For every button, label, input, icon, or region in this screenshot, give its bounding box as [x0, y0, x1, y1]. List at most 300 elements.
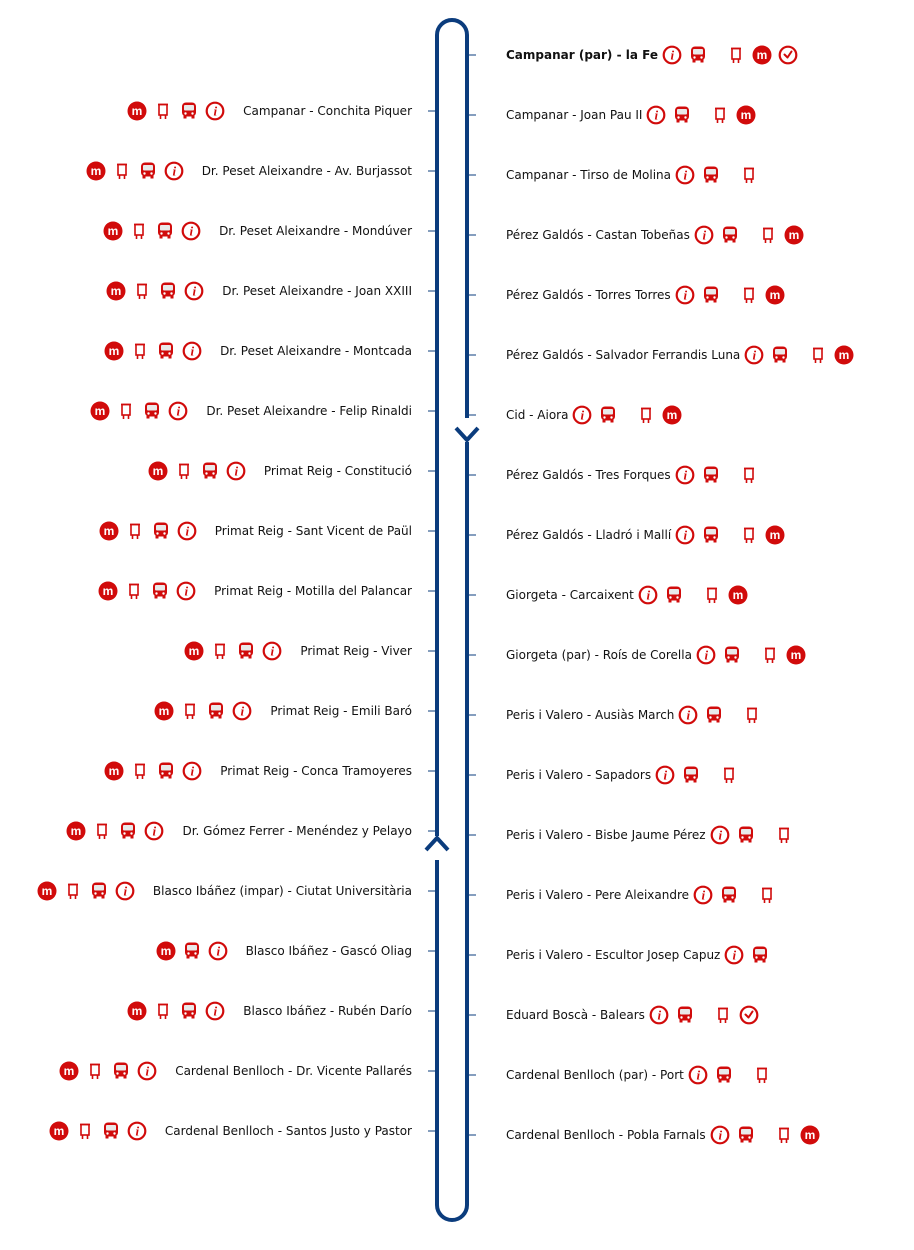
stop-icons	[184, 641, 288, 661]
info-icon[interactable]	[649, 1005, 669, 1025]
bus-icon	[681, 765, 701, 785]
stop-name[interactable]: Giorgeta (par) - Roís de Corella	[506, 648, 692, 662]
stop-name[interactable]: Primat Reig - Conca Tramoyeres	[220, 764, 412, 778]
info-icon[interactable]	[184, 281, 204, 301]
stop-name[interactable]: Blasco Ibáñez - Rubén Darío	[243, 1004, 412, 1018]
stop-icons	[49, 1121, 153, 1141]
svg-text:i: i	[270, 643, 275, 659]
bus-icon	[151, 521, 171, 541]
svg-text:m: m	[788, 228, 800, 243]
stop-left[interactable]	[49, 1119, 412, 1143]
bus-icon	[118, 821, 138, 841]
stop-right[interactable]	[506, 103, 762, 127]
pole-icon	[130, 761, 150, 781]
pole-icon	[153, 1001, 173, 1021]
metro-icon	[786, 645, 806, 665]
svg-text:m: m	[769, 288, 780, 303]
metro-icon	[104, 341, 124, 361]
pole-icon	[713, 1005, 733, 1025]
stop-name[interactable]: Peris i Valero - Ausiàs March	[506, 708, 675, 722]
stop-icons	[66, 821, 170, 841]
info-icon[interactable]	[675, 285, 695, 305]
info-icon[interactable]	[137, 1061, 157, 1081]
stop-name[interactable]: Primat Reig - Viver	[300, 644, 412, 658]
icon-gap	[714, 45, 720, 65]
stop-icons	[694, 225, 810, 245]
pole-icon	[758, 225, 778, 245]
metro-icon	[184, 641, 204, 661]
bus-icon	[101, 1121, 121, 1141]
pole-icon	[112, 161, 132, 181]
svg-text:i: i	[190, 763, 195, 779]
bus-icon	[701, 165, 721, 185]
stop-left[interactable]	[104, 759, 412, 783]
metro-icon	[765, 285, 785, 305]
stop-name[interactable]: Dr. Peset Aleixandre - Felip Rinaldi	[206, 404, 412, 418]
icon-gap	[701, 1005, 707, 1025]
svg-text:i: i	[216, 943, 220, 959]
metro-icon	[148, 461, 168, 481]
metro-icon	[728, 585, 748, 605]
bus-icon	[720, 225, 740, 245]
stop-icons	[572, 405, 688, 425]
stop-name[interactable]: Dr. Gómez Ferrer - Menéndez y Pelayo	[182, 824, 412, 838]
pole-icon	[116, 401, 136, 421]
svg-text:m: m	[71, 824, 82, 839]
info-icon[interactable]	[226, 461, 246, 481]
svg-text:i: i	[752, 347, 757, 363]
stop-name[interactable]: Campanar - Joan Pau II	[506, 108, 643, 122]
pole-icon	[757, 885, 777, 905]
pole-icon	[739, 165, 759, 185]
pole-icon	[85, 1061, 105, 1081]
svg-text:m: m	[189, 644, 200, 659]
metro-icon	[736, 105, 756, 125]
stop-name[interactable]: Pérez Galdós - Torres Torres	[506, 288, 671, 302]
svg-text:i: i	[657, 1007, 662, 1023]
info-icon[interactable]	[182, 761, 202, 781]
pole-icon	[180, 701, 200, 721]
svg-text:m: m	[667, 408, 678, 423]
info-icon[interactable]	[177, 521, 197, 541]
bus-icon	[672, 105, 692, 125]
stop-icons	[710, 1125, 826, 1145]
icon-gap	[690, 585, 696, 605]
svg-text:m: m	[110, 284, 122, 299]
svg-text:i: i	[189, 223, 194, 239]
stop-right[interactable]	[506, 163, 765, 187]
stop-name[interactable]: Dr. Peset Aleixandre - Av. Burjassot	[201, 164, 412, 178]
svg-text:i: i	[683, 167, 688, 183]
svg-text:i: i	[172, 163, 176, 179]
svg-text:i: i	[683, 527, 688, 543]
svg-text:i: i	[234, 463, 238, 479]
svg-text:m: m	[838, 348, 850, 363]
icon-gap	[796, 345, 802, 365]
svg-text:i: i	[683, 467, 687, 483]
stop-icons	[662, 45, 804, 65]
bus-icon	[714, 1065, 734, 1085]
svg-text:m: m	[804, 1128, 815, 1143]
svg-text:m: m	[131, 104, 143, 119]
svg-text:i: i	[145, 1063, 150, 1079]
bus-icon	[138, 161, 158, 181]
stop-name[interactable]: Primat Reig - Emili Baró	[270, 704, 412, 718]
stop-name[interactable]: Primat Reig - Constitució	[263, 464, 412, 478]
stop-icons	[127, 1001, 231, 1021]
metro-icon	[156, 941, 176, 961]
info-icon[interactable]	[675, 165, 695, 185]
stop-name[interactable]: Peris i Valero - Escultor Josep Capuz	[506, 948, 721, 962]
stop-right[interactable]	[506, 823, 800, 847]
stop-icons	[724, 945, 776, 965]
metro-icon	[86, 161, 106, 181]
info-icon[interactable]	[662, 45, 682, 65]
metro-icon	[662, 405, 682, 425]
stop-icons	[99, 521, 203, 541]
stop-name[interactable]: Pérez Galdós - Lladró i Mallí	[506, 528, 672, 542]
stop-icons	[655, 765, 745, 785]
stop-icons	[693, 885, 783, 905]
svg-text:i: i	[192, 283, 197, 299]
svg-text:i: i	[702, 227, 706, 243]
stop-left[interactable]	[37, 879, 412, 903]
stop-name[interactable]: Pérez Galdós - Castan Tobeñas	[506, 228, 690, 242]
stop-name[interactable]: Dr. Peset Aleixandre - Mondúver	[219, 224, 412, 238]
stop-name[interactable]: Pérez Galdós - Salvador Ferrandis Luna	[506, 348, 741, 362]
pole-icon	[75, 1121, 95, 1141]
stop-name[interactable]: Campanar (par) - la Fe	[506, 48, 658, 62]
metro-icon	[784, 225, 804, 245]
svg-text:i: i	[135, 1123, 140, 1139]
stop-icons	[104, 761, 208, 781]
stop-left[interactable]	[98, 579, 412, 603]
info-icon[interactable]	[182, 341, 202, 361]
icon-gap	[740, 1065, 746, 1085]
pole-icon	[719, 765, 739, 785]
bus-icon	[770, 345, 790, 365]
clock-icon	[778, 45, 798, 65]
bus-icon	[200, 461, 220, 481]
stop-left[interactable]	[127, 999, 412, 1023]
info-icon[interactable]	[232, 701, 252, 721]
info-icon[interactable]	[144, 821, 164, 841]
stop-left[interactable]	[154, 699, 412, 723]
stop-icons	[675, 165, 765, 185]
stop-icons	[675, 525, 791, 545]
stop-right[interactable]	[506, 403, 688, 427]
stop-name[interactable]: Dr. Peset Aleixandre - Joan XXIII	[222, 284, 412, 298]
metro-icon	[752, 45, 772, 65]
bus-icon	[701, 285, 721, 305]
svg-text:i: i	[190, 343, 195, 359]
metro-icon	[98, 581, 118, 601]
stop-name[interactable]: Blasco Ibáñez (impar) - Ciutat Universitària	[152, 884, 412, 898]
info-icon[interactable]	[176, 581, 196, 601]
stop-left[interactable]	[156, 939, 412, 963]
stop-icons	[90, 401, 194, 421]
icon-gap	[745, 885, 751, 905]
stop-left[interactable]	[104, 339, 412, 363]
bus-icon	[750, 945, 770, 965]
metro-icon	[59, 1061, 79, 1081]
pole-icon	[132, 281, 152, 301]
bus-icon	[179, 1001, 199, 1021]
stop-name[interactable]: Dr. Peset Aleixandre - Montcada	[220, 344, 412, 358]
bus-icon	[701, 525, 721, 545]
svg-text:m: m	[103, 524, 115, 539]
metro-icon	[37, 881, 57, 901]
svg-text:i: i	[732, 947, 737, 963]
stop-right[interactable]	[506, 1063, 778, 1087]
pole-icon	[153, 101, 173, 121]
info-icon[interactable]	[208, 941, 228, 961]
stop-name[interactable]: Primat Reig - Motilla del Palancar	[214, 584, 412, 598]
metro-icon	[765, 525, 785, 545]
stop-right[interactable]	[506, 703, 768, 727]
stop-left[interactable]	[86, 159, 412, 183]
pole-icon	[739, 525, 759, 545]
svg-text:i: i	[213, 1003, 218, 1019]
stop-icons	[646, 105, 762, 125]
svg-text:i: i	[176, 403, 181, 419]
stop-left[interactable]	[99, 519, 412, 543]
info-icon[interactable]	[638, 585, 658, 605]
bus-icon	[155, 221, 175, 241]
svg-text:m: m	[41, 884, 53, 899]
svg-text:i: i	[152, 823, 157, 839]
pole-icon	[130, 341, 150, 361]
stop-right[interactable]	[506, 643, 812, 667]
info-icon[interactable]	[181, 221, 201, 241]
metro-icon	[49, 1121, 69, 1141]
stop-right[interactable]	[506, 283, 791, 307]
pole-icon	[210, 641, 230, 661]
bus-icon	[664, 585, 684, 605]
stop-name[interactable]: Campanar - Conchita Piquer	[243, 104, 412, 118]
info-icon[interactable]	[724, 945, 744, 965]
info-icon[interactable]	[127, 1121, 147, 1141]
pole-icon	[739, 285, 759, 305]
svg-text:m: m	[790, 648, 802, 663]
pole-icon	[702, 585, 722, 605]
pole-icon	[742, 705, 762, 725]
svg-text:i: i	[185, 523, 189, 539]
stop-name[interactable]: Cardenal Benlloch - Dr. Vicente Pallarés	[175, 1064, 412, 1078]
stop-right[interactable]	[506, 523, 791, 547]
stop-icons	[148, 461, 252, 481]
info-icon[interactable]	[205, 1001, 225, 1021]
stop-icons	[675, 465, 765, 485]
svg-text:m: m	[756, 48, 768, 63]
stop-icons	[744, 345, 860, 365]
stop-name[interactable]: Cardenal Benlloch - Santos Justo y Pastor	[164, 1124, 412, 1138]
stop-icons	[59, 1061, 163, 1081]
stop-right[interactable]	[506, 583, 754, 607]
icon-gap	[727, 165, 733, 185]
bus-icon	[236, 641, 256, 661]
icon-gap	[762, 825, 768, 845]
stop-right[interactable]	[506, 883, 783, 907]
bus-icon	[736, 1125, 756, 1145]
icon-gap	[746, 225, 752, 245]
info-icon[interactable]	[710, 1125, 730, 1145]
stop-name[interactable]: Eduard Boscà - Balears	[506, 1008, 645, 1022]
stop-icons	[638, 585, 754, 605]
stop-right[interactable]	[506, 763, 745, 787]
metro-icon	[66, 821, 86, 841]
svg-text:m: m	[160, 944, 171, 959]
svg-text:m: m	[107, 224, 119, 239]
bus-icon	[701, 465, 721, 485]
metro-icon	[154, 701, 174, 721]
bus-icon	[182, 941, 202, 961]
info-icon[interactable]	[693, 885, 713, 905]
info-icon[interactable]	[675, 525, 695, 545]
stop-right[interactable]	[506, 343, 860, 367]
pole-icon	[752, 1065, 772, 1085]
info-icon[interactable]	[168, 401, 188, 421]
svg-text:m: m	[741, 108, 752, 123]
bus-icon	[598, 405, 618, 425]
svg-text:m: m	[732, 588, 744, 603]
stop-right[interactable]	[506, 43, 804, 67]
info-icon[interactable]	[688, 1065, 708, 1085]
svg-text:m: m	[63, 1064, 75, 1079]
svg-text:i: i	[654, 107, 659, 123]
stop-left[interactable]	[148, 459, 412, 483]
pole-icon	[636, 405, 656, 425]
stop-left[interactable]	[59, 1059, 412, 1083]
stop-name[interactable]: Peris i Valero - Pere Aleixandre	[506, 888, 690, 902]
pole-icon	[726, 45, 746, 65]
icon-gap	[707, 765, 713, 785]
stop-name[interactable]: Primat Reig - Sant Vicent de Paül	[214, 524, 412, 538]
stop-icons	[86, 161, 190, 181]
bus-icon	[206, 701, 226, 721]
metro-icon	[127, 101, 147, 121]
pole-icon	[774, 1125, 794, 1145]
bus-icon	[688, 45, 708, 65]
stop-icons	[688, 1065, 778, 1085]
stop-right[interactable]	[506, 1003, 765, 1027]
svg-text:m: m	[108, 764, 120, 779]
stop-name[interactable]: Cid - Aiora	[506, 408, 569, 422]
pole-icon	[739, 465, 759, 485]
info-icon[interactable]	[164, 161, 184, 181]
stop-name[interactable]: Campanar - Tirso de Molina	[506, 168, 672, 182]
svg-text:m: m	[108, 344, 120, 359]
bus-icon	[675, 1005, 695, 1025]
metro-icon	[99, 521, 119, 541]
stop-name[interactable]: Peris i Valero - Sapadors	[506, 768, 652, 782]
stop-left[interactable]	[103, 219, 412, 243]
stop-left[interactable]	[66, 819, 412, 843]
stop-left[interactable]	[90, 399, 412, 423]
svg-text:m: m	[159, 704, 170, 719]
svg-text:i: i	[663, 767, 668, 783]
svg-text:i: i	[701, 887, 706, 903]
clock-icon	[739, 1005, 759, 1025]
stop-name[interactable]: Cardenal Benlloch - Pobla Farnals	[506, 1128, 706, 1142]
stop-right[interactable]	[506, 943, 776, 967]
stop-icons	[710, 825, 800, 845]
info-icon[interactable]	[744, 345, 764, 365]
stop-name[interactable]: Pérez Galdós - Tres Forques	[506, 468, 671, 482]
stop-icons	[649, 1005, 765, 1025]
stop-right[interactable]	[506, 223, 810, 247]
info-icon[interactable]	[572, 405, 592, 425]
svg-text:i: i	[670, 47, 675, 63]
stop-icons	[678, 705, 768, 725]
info-icon[interactable]	[115, 881, 135, 901]
stop-icons	[156, 941, 234, 961]
info-icon[interactable]	[646, 105, 666, 125]
stop-left[interactable]	[184, 639, 412, 663]
info-icon[interactable]	[694, 225, 714, 245]
metro-icon	[106, 281, 126, 301]
stop-left[interactable]	[106, 279, 412, 303]
stop-name[interactable]: Giorgeta - Carcaixent	[506, 588, 634, 602]
icon-gap	[730, 705, 736, 725]
icon-gap	[762, 1125, 768, 1145]
info-icon[interactable]	[678, 705, 698, 725]
bus-icon	[179, 101, 199, 121]
svg-text:m: m	[131, 1004, 143, 1019]
stop-right[interactable]	[506, 463, 765, 487]
svg-text:i: i	[213, 103, 218, 119]
svg-text:i: i	[718, 827, 722, 843]
stop-icons	[103, 221, 207, 241]
stop-right[interactable]	[506, 1123, 826, 1147]
stop-name[interactable]: Peris i Valero - Bisbe Jaume Pérez	[506, 828, 706, 842]
bus-icon	[89, 881, 109, 901]
icon-gap	[727, 525, 733, 545]
pole-icon	[760, 645, 780, 665]
bus-icon	[722, 645, 742, 665]
metro-icon	[104, 761, 124, 781]
stop-name[interactable]: Cardenal Benlloch (par) - Port	[506, 1068, 684, 1082]
info-icon[interactable]	[205, 101, 225, 121]
bus-icon	[736, 825, 756, 845]
stop-left[interactable]	[127, 99, 412, 123]
metro-icon	[90, 401, 110, 421]
stop-icons	[37, 881, 141, 901]
stop-icons	[106, 281, 210, 301]
info-icon[interactable]	[655, 765, 675, 785]
svg-text:m: m	[152, 464, 164, 479]
bus-icon	[142, 401, 162, 421]
bus-icon	[111, 1061, 131, 1081]
chevron-down-icon	[456, 418, 478, 442]
info-icon[interactable]	[710, 825, 730, 845]
stop-name[interactable]: Blasco Ibáñez - Gascó Oliag	[245, 944, 412, 958]
icon-gap	[748, 645, 754, 665]
svg-text:m: m	[102, 584, 114, 599]
pole-icon	[129, 221, 149, 241]
info-icon[interactable]	[262, 641, 282, 661]
bus-icon	[719, 885, 739, 905]
bus-icon	[704, 705, 724, 725]
bus-icon	[156, 761, 176, 781]
svg-text:i: i	[580, 407, 585, 423]
pole-icon	[774, 825, 794, 845]
metro-icon	[800, 1125, 820, 1145]
svg-text:i: i	[123, 883, 128, 899]
info-icon[interactable]	[696, 645, 716, 665]
icon-gap	[727, 285, 733, 305]
info-icon[interactable]	[675, 465, 695, 485]
